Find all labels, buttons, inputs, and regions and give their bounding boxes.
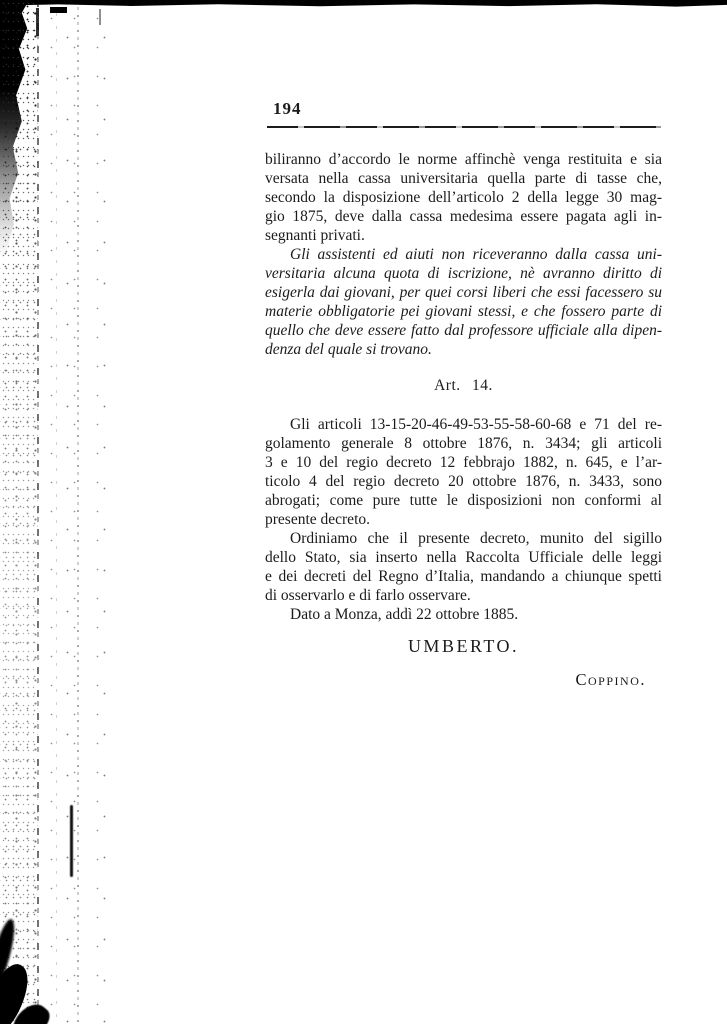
scan-streak-dark bbox=[70, 805, 73, 877]
text-line: ticolo 4 del regio decreto 20 ottobre 1876, n. 3433, sono bbox=[265, 473, 662, 490]
page-number: 194 bbox=[273, 99, 302, 118]
text-line: quello che deve essere fatto dal professore ufficiale alla dipen- bbox=[265, 322, 662, 339]
scan-mark bbox=[99, 9, 101, 25]
text-line: materie obbligatorie pei giovani stessi, e che fossero parte di bbox=[265, 303, 662, 320]
scan-mark bbox=[36, 8, 39, 36]
text-line: esigerla dai giovani, per quei corsi liberi che essi facessero su bbox=[265, 284, 662, 301]
paragraph-assistenti bbox=[265, 245, 662, 359]
scan-streak bbox=[37, 0, 39, 1024]
text-line: e dei decreti del Regno d’Italia, mandando a chiunque spetti bbox=[265, 568, 662, 585]
header-rule bbox=[267, 126, 661, 128]
text-line: segnanti privati. bbox=[265, 227, 365, 244]
text-line: presente decreto. bbox=[265, 511, 370, 528]
paragraph-continuation bbox=[265, 150, 662, 245]
text-line: gio 1875, deve dalla cassa medesima essere pagata agli in- bbox=[265, 208, 662, 225]
scan-noise-band-sparse bbox=[38, 0, 108, 1024]
text-line: secondo la disposizione dell’articolo 2 della legge 30 mag- bbox=[265, 189, 662, 206]
text-line: versitaria alcuna quota di iscrizione, nè avranno diritto di bbox=[265, 265, 662, 282]
scan-mark bbox=[50, 7, 67, 13]
dateline: Dato a Monza, addì 22 ottobre 1885. bbox=[290, 606, 519, 623]
text-line: golamento generale 8 ottobre 1876, n. 3434; gli articoli bbox=[265, 435, 662, 452]
text-line: versata nella cassa universitaria quella parte di tasse che, bbox=[265, 170, 662, 187]
text-line: abrogati; come pure tutte le disposizioni non conformi al bbox=[265, 492, 662, 509]
text-line: denza del quale si trovano. bbox=[265, 341, 432, 358]
scan-top-edge bbox=[0, 0, 727, 7]
text-line: biliranno d’accordo le norme affinchè venga restituita e sia bbox=[265, 151, 662, 168]
text-line: Ordiniamo che il presente decreto, munito del sigillo bbox=[290, 530, 662, 547]
text-line: Gli articoli 13-15-20-46-49-53-55-58-60-68 e 71 del re- bbox=[290, 416, 662, 433]
paragraph-abrogazioni bbox=[265, 415, 662, 529]
scan-streak bbox=[56, 0, 57, 1024]
text-line: 3 e 10 del regio decreto 12 febbrajo 1882, n. 645, e l’ar- bbox=[265, 454, 662, 471]
signature-umberto: UMBERTO. bbox=[407, 636, 520, 656]
scan-noise-band bbox=[0, 0, 38, 1024]
body-text bbox=[265, 150, 662, 689]
article-heading: Art. 14. bbox=[434, 377, 493, 394]
paragraph-ordiniamo bbox=[265, 529, 662, 605]
text-line: di osservarlo e di farlo osservare. bbox=[265, 587, 471, 604]
text-line: Gli assistenti ed aiuti non riceveranno dalla cassa uni- bbox=[290, 246, 662, 263]
scan-streak bbox=[77, 0, 79, 1024]
text-line: dello Stato, sia inserto nella Raccolta Ufficiale delle leggi bbox=[265, 549, 662, 566]
signature-coppino: Coppino. bbox=[575, 670, 646, 689]
